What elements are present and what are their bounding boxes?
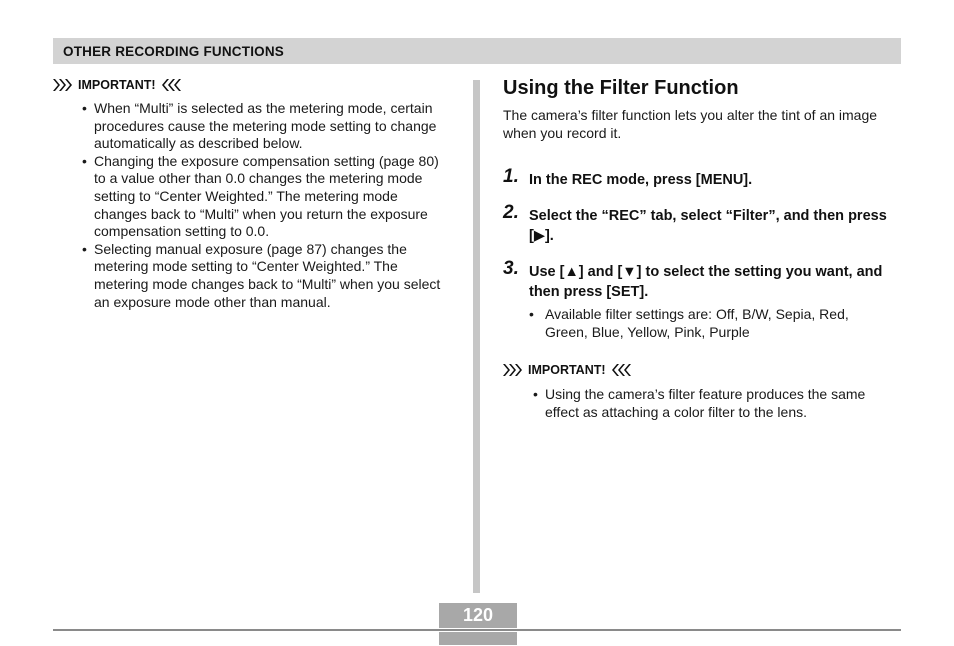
bullet-text: Selecting manual exposure (page 87) changes the metering mode setting to “Center Weighted.” The metering mode changes back to “Multi” when you select an exposure mode other than manual. bbox=[94, 240, 441, 310]
bullet-text: Available filter settings are: Off, B/W, Sepia, Red, Green, Blue, Yellow, Pink, Purple bbox=[545, 306, 849, 340]
page-number: 120 bbox=[439, 603, 517, 628]
list-item: • When “Multi” is selected as the metering mode, certain procedures cause the metering mode setting to change automatically as described below. bbox=[82, 100, 437, 152]
list-item: • Changing the exposure compensation setting (page 80) to a value other than 0.0 changes the metering mode setting to “Center Weighted.” The metering mode changes back to “Multi” when you return the exposure compensation setting to 0.0. bbox=[82, 152, 439, 240]
triple-arrow-left-icon bbox=[612, 364, 632, 376]
step-text: Select the “REC” tab, select “Filter”, and then press [▶]. bbox=[529, 208, 887, 244]
triple-arrow-right-icon bbox=[503, 364, 523, 376]
important-heading-left bbox=[53, 78, 182, 92]
list-item: • Available filter settings are: Off, B/W, Sepia, Red, Green, Blue, Yellow, Pink, Purple bbox=[529, 306, 849, 340]
section-title: Using the Filter Function bbox=[503, 77, 739, 99]
important-label: IMPORTANT! bbox=[78, 78, 156, 92]
page-number-badge bbox=[439, 603, 517, 645]
intro-paragraph: The camera’s filter function lets you alter the tint of an image when you record it. bbox=[503, 107, 878, 141]
step-2 bbox=[503, 202, 901, 246]
step-number: 2. bbox=[503, 202, 519, 223]
important-bullet-list-left bbox=[82, 100, 452, 311]
step-text: In the REC mode, press [MENU]. bbox=[529, 172, 753, 188]
step-number: 1. bbox=[503, 166, 519, 187]
step-3-bullet-list bbox=[529, 305, 894, 341]
bullet-text: When “Multi” is selected as the metering mode, certain procedures cause the metering mode setting to change automatically as described below. bbox=[94, 100, 437, 152]
page-badge-tab bbox=[439, 632, 517, 645]
triple-arrow-right-icon bbox=[53, 79, 73, 91]
list-item: • Using the camera’s filter feature produces the same effect as attaching a color filter to the lens. bbox=[533, 386, 866, 420]
section-header-bar bbox=[53, 38, 901, 64]
step-text: Use [▲] and [▼] to select the setting you want, and then press [SET]. bbox=[529, 264, 883, 300]
step-1 bbox=[503, 166, 901, 190]
step-3 bbox=[503, 258, 901, 302]
section-header-title: OTHER RECORDING FUNCTIONS bbox=[63, 44, 284, 59]
important-label: IMPORTANT! bbox=[528, 363, 606, 377]
triple-arrow-left-icon bbox=[162, 79, 182, 91]
bullet-text: Using the camera’s filter feature produces the same effect as attaching a color filter to the lens. bbox=[545, 386, 866, 420]
bullet-text: Changing the exposure compensation setting (page 80) to a value other than 0.0 changes the metering mode setting to “Center Weighted.” The metering mode changes back to “Multi” when you return the exposure compensation setting to 0.0. bbox=[94, 152, 439, 240]
step-number: 3. bbox=[503, 258, 519, 279]
column-divider bbox=[473, 80, 480, 593]
important-bullet-list-right bbox=[533, 385, 898, 421]
important-heading-right bbox=[503, 363, 632, 377]
list-item: • Selecting manual exposure (page 87) changes the metering mode setting to “Center Weighted.” The metering mode changes back to “Multi” when you select an exposure mode other than manual. bbox=[82, 240, 441, 310]
